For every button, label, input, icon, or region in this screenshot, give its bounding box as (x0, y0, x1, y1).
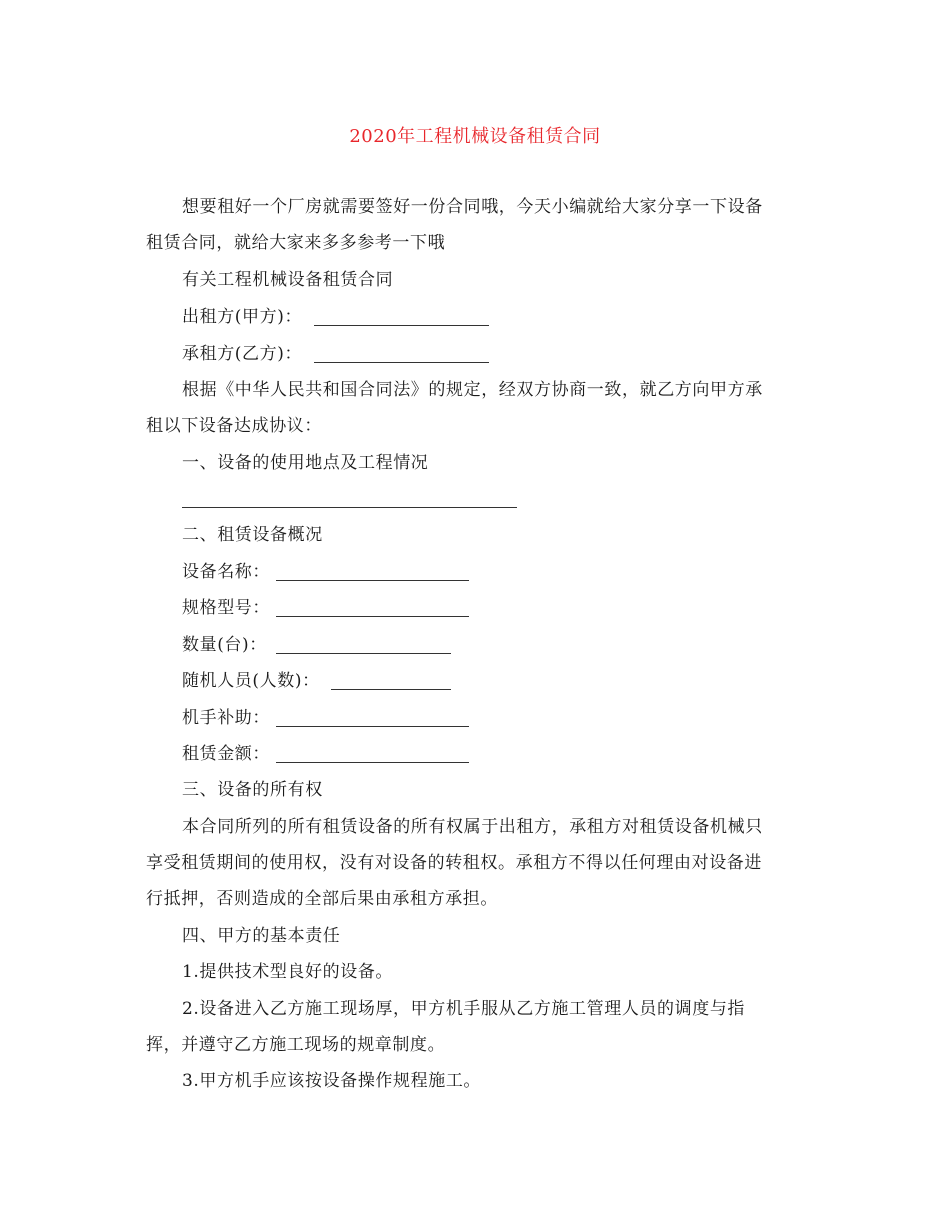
ownership-paragraph-line-3: 行抵押，否则造成的全部后果由承租方承担。 (146, 889, 498, 909)
intro-paragraph-line-2: 租赁合同，就给大家来多多参考一下哦 (146, 233, 446, 253)
document-title: 2020年工程机械设备租赁合同 (349, 126, 601, 147)
quantity-blank (276, 653, 451, 654)
rent-amount-blank (276, 762, 469, 763)
staff-blank (331, 689, 451, 690)
model-blank (276, 616, 469, 617)
contract-subtitle: 有关工程机械设备租赁合同 (182, 270, 394, 290)
basis-paragraph-line-1: 根据《中华人民共和国合同法》的规定，经双方协商一致，就乙方向甲方承 (182, 380, 763, 400)
section-3-heading: 三、设备的所有权 (182, 780, 323, 800)
lessor-label: 出租方(甲方)： (182, 307, 303, 327)
section-2-heading: 二、租赁设备概况 (182, 525, 323, 545)
operator-allowance-label: 机手补助： (182, 708, 270, 728)
duty-item-2-line-2: 挥，并遵守乙方施工现场的规章制度。 (146, 1035, 446, 1055)
lessee-label: 承租方(乙方)： (182, 344, 303, 364)
ownership-paragraph-line-1: 本合同所列的所有租赁设备的所有权属于出租方，承租方对租赁设备机械只 (182, 817, 763, 837)
operator-allowance-blank (276, 726, 469, 727)
model-label: 规格型号： (182, 598, 270, 618)
intro-paragraph-line-1: 想要租好一个厂房就需要签好一份合同哦，今天小编就给大家分享一下设备 (182, 197, 763, 217)
site-blank-line (182, 507, 517, 508)
staff-label: 随机人员(人数)： (182, 671, 320, 691)
quantity-label: 数量(台)： (182, 635, 267, 655)
lessee-blank-line (314, 362, 489, 363)
duty-item-1: 1.提供技术型良好的设备。 (182, 962, 394, 982)
duty-item-2-line-1: 2.设备进入乙方施工现场厚，甲方机手服从乙方施工管理人员的调度与指 (182, 999, 746, 1019)
section-4-heading: 四、甲方的基本责任 (182, 926, 341, 946)
equipment-name-blank (276, 580, 469, 581)
lessor-blank-line (314, 325, 489, 326)
basis-paragraph-line-2: 租以下设备达成协议： (146, 416, 322, 436)
equipment-name-label: 设备名称： (182, 562, 270, 582)
ownership-paragraph-line-2: 享受租赁期间的使用权，没有对设备的转租权。承租方不得以任何理由对设备进 (146, 853, 762, 873)
duty-item-3: 3.甲方机手应该按设备操作规程施工。 (182, 1071, 482, 1091)
section-1-heading: 一、设备的使用地点及工程情况 (182, 453, 429, 473)
rent-amount-label: 租赁金额： (182, 744, 270, 764)
